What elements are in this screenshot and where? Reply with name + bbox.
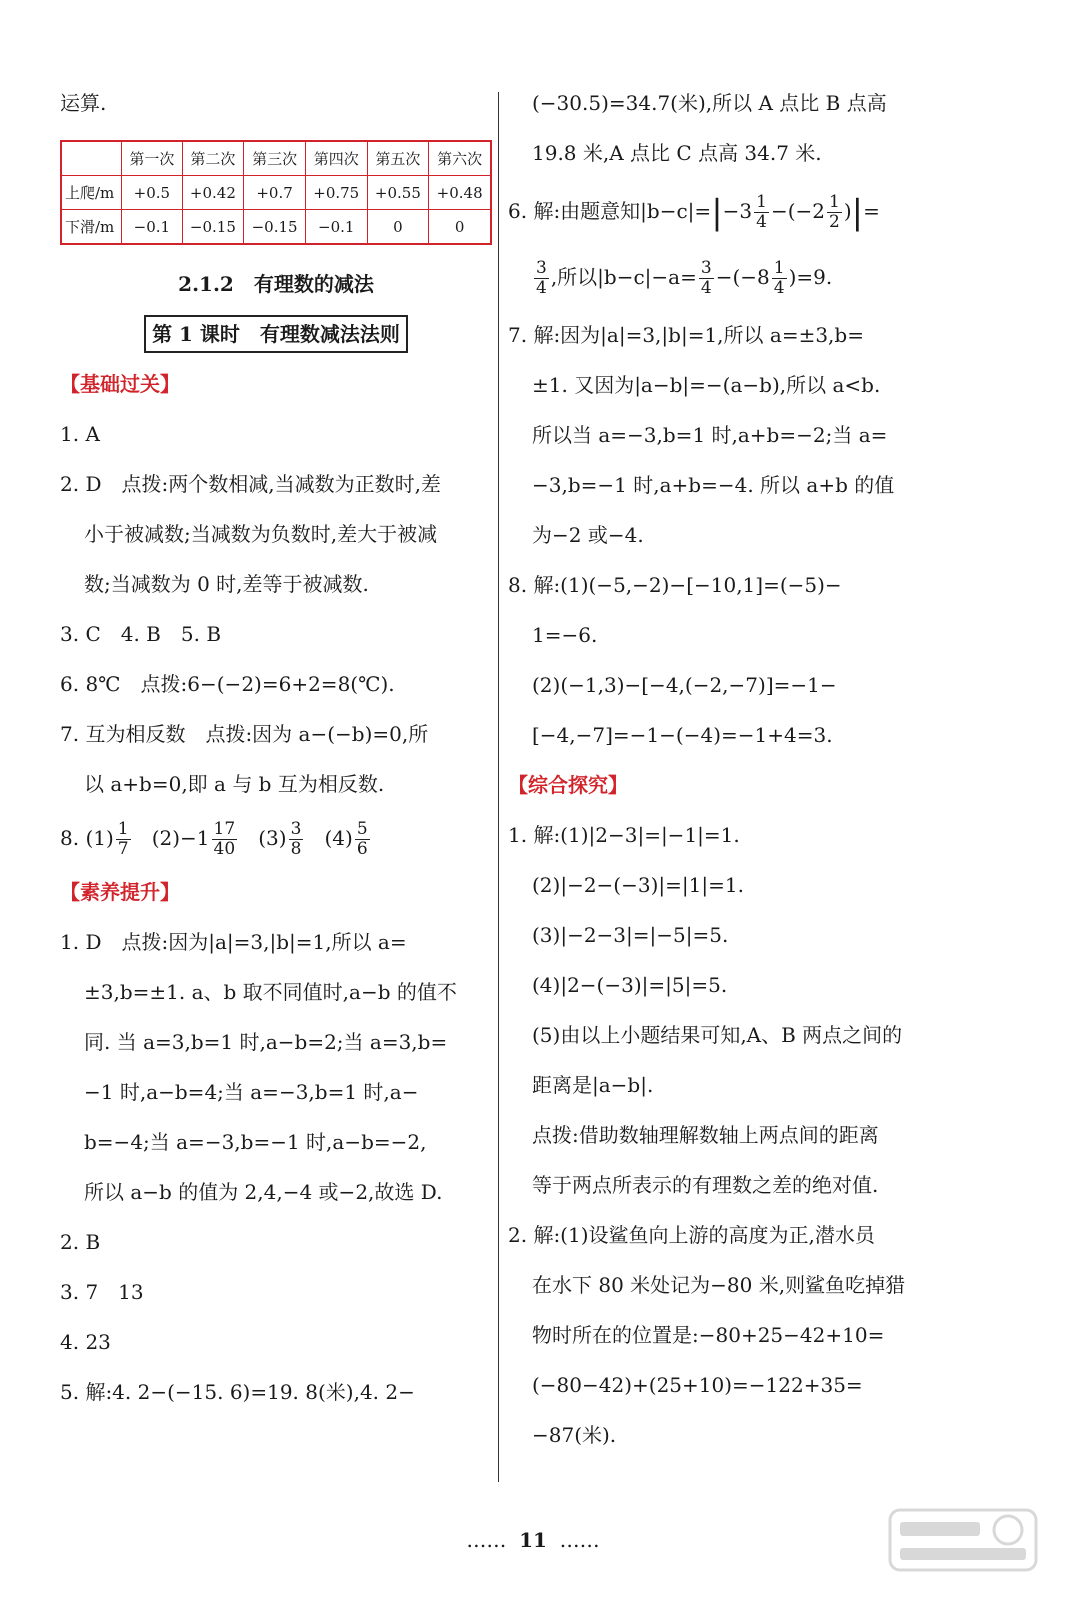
answer-line: −1 时,a−b=4;当 a=−3,b=1 时,a−: [84, 1080, 419, 1104]
answer-line: 在水下 80 米处记为−80 米,则鲨鱼吃掉猎: [532, 1273, 906, 1297]
lesson-title: 第 1 课时 有理数减法法则: [144, 315, 408, 353]
answer-line-fractions: [508, 244, 968, 310]
answer-line: 2. 解:(1)设鲨鱼向上游的高度为正,潜水员: [508, 1223, 875, 1247]
fraction: [355, 820, 370, 859]
denominator: 4: [536, 278, 547, 298]
fraction: [116, 820, 131, 859]
answer-line: 8. 解:(1)(−5,−2)−[−10,1]=(−5)−: [508, 573, 842, 597]
heading-improve: 【素养提升】: [60, 880, 180, 904]
answer-line: 3. 7 13: [60, 1280, 144, 1304]
text-segment: )=9.: [788, 265, 833, 289]
answer-line: 1. A: [60, 422, 100, 446]
abs-bar: |: [711, 192, 723, 233]
right-column: [508, 78, 968, 1460]
fraction: [827, 193, 842, 232]
table-header-cell: 第一次: [122, 141, 182, 176]
dots-right: ……: [559, 1528, 600, 1552]
text-segment: ): [843, 199, 852, 223]
column-divider: [498, 92, 499, 1482]
climb-table: [60, 140, 492, 245]
answer-line: 2. B: [60, 1230, 101, 1254]
heading-explore: 【综合探究】: [508, 773, 628, 797]
text-segment: −3: [722, 199, 753, 223]
answer-line: 1. D 点拨:因为|a|=3,|b|=1,所以 a=: [60, 930, 407, 954]
answer-line: (−80−42)+(25+10)=−122+35=: [532, 1373, 863, 1397]
answer-line: 数;当减数为 0 时,差等于被减数.: [84, 572, 369, 596]
fraction-label: (4): [324, 826, 353, 850]
numerator: 1: [117, 819, 129, 839]
table-cell: 下滑/m: [61, 210, 122, 245]
answer-line: (5)由以上小题结果可知,A、B 两点之间的: [532, 1023, 903, 1047]
numerator: 5: [356, 819, 368, 839]
fraction-label: (2)−1: [151, 826, 210, 850]
numerator: 3: [700, 258, 712, 278]
fraction: [534, 259, 549, 298]
answer-line: 1. 解:(1)|2−3|=|−1|=1.: [508, 823, 740, 847]
answer-line: −3,b=−1 时,a+b=−4. 所以 a+b 的值: [532, 473, 895, 497]
answer-line: ±3,b=±1. a、b 取不同值时,a−b 的值不: [84, 980, 457, 1004]
denominator: 4: [756, 212, 767, 232]
intro-text: 运算.: [60, 91, 107, 115]
answer-line: (2)(−1,3)−[−4,(−2,−7)]=−1−: [532, 673, 837, 697]
answer-line: 4. 23: [60, 1330, 111, 1354]
numerator: 1: [773, 258, 785, 278]
answer-line: ±1. 又因为|a−b|=−(a−b),所以 a<b.: [532, 373, 881, 397]
answer-line: 6. 8℃ 点拨:6−(−2)=6+2=8(℃).: [60, 672, 395, 696]
fraction-label: (3): [258, 826, 287, 850]
denominator: 4: [773, 278, 785, 298]
table-cell: +0.42: [182, 176, 244, 210]
answer-line: 7. 互为相反数 点拨:因为 a−(−b)=0,所: [60, 722, 429, 746]
table-cell: −0.1: [305, 210, 367, 245]
denominator: 6: [356, 839, 368, 859]
answer-line: 物时所在的位置是:−80+25−42+10=: [532, 1323, 885, 1347]
denominator: 8: [290, 839, 302, 859]
answer-line: 2. D 点拨:两个数相减,当减数为正数时,差: [60, 472, 441, 496]
numerator: 1: [756, 192, 767, 212]
abs-bar: |: [851, 192, 864, 233]
fraction: [772, 259, 787, 298]
denominator: 4: [700, 278, 712, 298]
heading-basic: 【基础过关】: [60, 372, 180, 396]
table-cell: +0.55: [367, 176, 429, 210]
text-segment: −(−8: [715, 265, 770, 289]
table-cell: 0: [367, 210, 429, 245]
text-segment: ,所以|b−c|−a=: [550, 265, 697, 289]
table-cell: 0: [429, 210, 491, 245]
fraction: [289, 820, 304, 859]
numerator: 1: [829, 192, 840, 212]
answer-line: 1=−6.: [532, 623, 598, 647]
answer-line: 以 a+b=0,即 a 与 b 互为相反数.: [84, 772, 385, 796]
lesson-title-wrap: [60, 309, 492, 359]
table-cell: +0.5: [122, 176, 182, 210]
page-number: 11: [519, 1528, 547, 1552]
denominator: 7: [117, 839, 129, 859]
answer-line-abs-fractions: [508, 178, 968, 244]
answer-line: 小于被减数;当减数为负数时,差大于被减: [84, 522, 438, 546]
numerator: 17: [213, 819, 236, 839]
answer-line: 7. 解:因为|a|=3,|b|=1,所以 a=±3,b=: [508, 323, 864, 347]
table-header-cell: 第三次: [244, 141, 306, 176]
answer-line: 同. 当 a=3,b=1 时,a−b=2;当 a=3,b=: [84, 1030, 448, 1054]
answer-line: [−4,−7]=−1−(−4)=−1+4=3.: [532, 723, 833, 747]
answer-line: b=−4;当 a=−3,b=−1 时,a−b=−2,: [84, 1130, 427, 1154]
answer-line: 等于两点所表示的有理数之差的绝对值.: [532, 1173, 879, 1197]
section-title: 2.1.2 有理数的减法: [178, 272, 374, 296]
answer-line: 点拨:借助数轴理解数轴上两点间的距离: [532, 1123, 879, 1147]
dots-left: ……: [466, 1528, 507, 1552]
table-header-cell: 第五次: [367, 141, 429, 176]
table-header-cell: [61, 141, 122, 176]
answer-line: (−30.5)=34.7(米),所以 A 点比 B 点高: [532, 91, 887, 115]
answer-line-fractions: [60, 809, 492, 867]
answer-line: 19.8 米,A 点比 C 点高 34.7 米.: [532, 141, 822, 165]
answer-line: (4)|2−(−3)|=|5|=5.: [532, 973, 728, 997]
table-cell: −0.1: [122, 210, 182, 245]
table-cell: +0.7: [244, 176, 306, 210]
table-header-cell: 第六次: [429, 141, 491, 176]
answer-line: 距离是|a−b|.: [532, 1073, 654, 1097]
table-cell: +0.48: [429, 176, 491, 210]
answer-line: 3. C 4. B 5. B: [60, 622, 222, 646]
answer-line: (2)|−2−(−3)|=|1|=1.: [532, 873, 744, 897]
answer-line: (3)|−2−3|=|−5|=5.: [532, 923, 729, 947]
denominator: 40: [213, 839, 236, 859]
numerator: 3: [290, 819, 302, 839]
answer-line: 所以 a−b 的值为 2,4,−4 或−2,故选 D.: [84, 1180, 443, 1204]
text-segment: 6. 解:由题意知|b−c|=: [508, 199, 712, 223]
table-cell: −0.15: [182, 210, 244, 245]
table-cell: −0.15: [244, 210, 306, 245]
watermark-bar: [900, 1522, 980, 1536]
text-segment: −(−2: [770, 199, 826, 223]
table-header-cell: 第四次: [305, 141, 367, 176]
answer-line: 5. 解:4. 2−(−15. 6)=19. 8(米),4. 2−: [60, 1380, 415, 1404]
watermark-circle: [994, 1516, 1022, 1544]
text-segment: =: [863, 199, 880, 223]
numerator: 3: [536, 258, 547, 278]
table-row: [61, 176, 491, 210]
watermark-bar: [900, 1548, 1026, 1560]
table-cell: 上爬/m: [61, 176, 122, 210]
answer-line: 所以当 a=−3,b=1 时,a+b=−2;当 a=: [532, 423, 888, 447]
fraction: [699, 259, 714, 298]
answer-line: 为−2 或−4.: [532, 523, 644, 547]
fraction-label: 8. (1): [60, 826, 114, 850]
table-cell: +0.75: [305, 176, 367, 210]
denominator: 2: [829, 212, 840, 232]
fraction: [212, 820, 238, 859]
table-header-cell: 第二次: [182, 141, 244, 176]
table-row: [61, 210, 491, 245]
left-column: [60, 78, 492, 1417]
watermark-logo: [888, 1508, 1038, 1572]
answer-line: −87(米).: [532, 1423, 617, 1447]
fraction: [754, 193, 769, 232]
table-header-row: [61, 141, 491, 176]
